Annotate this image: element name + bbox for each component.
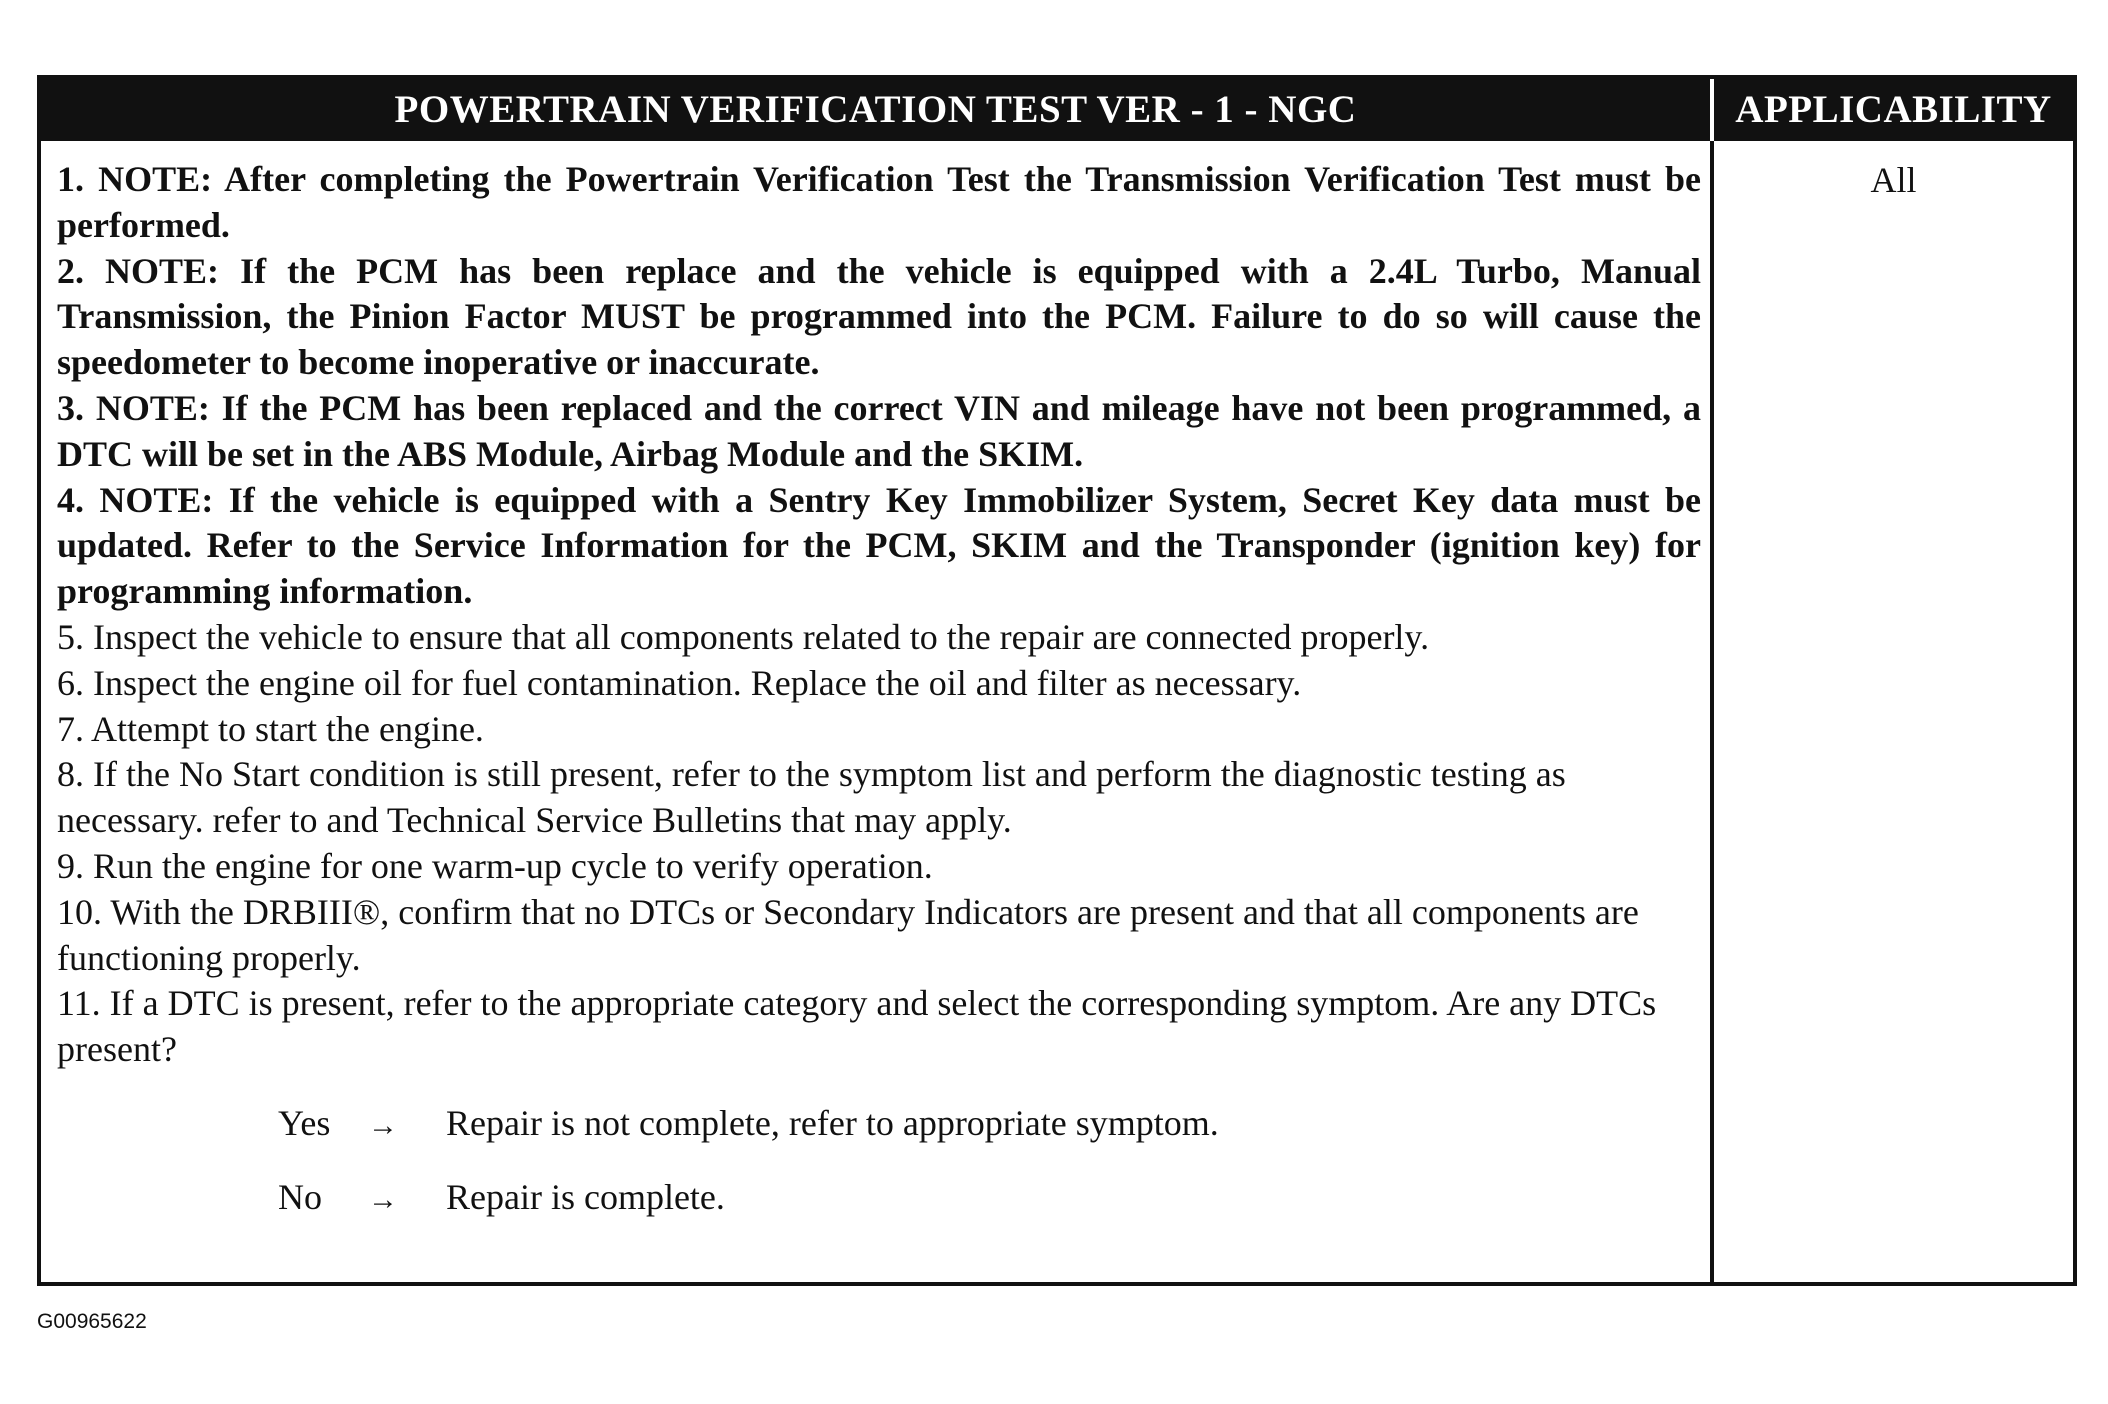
answer-no-key: No	[278, 1176, 322, 1217]
step-9: 9. Run the engine for one warm-up cycle to verify operation.	[57, 845, 933, 886]
step-8: 8. If the No Start condition is still present, refer to the symptom list and perform the diagnostic testing as necessary. refer to and Technical Service Bulletins that may apply.	[57, 754, 1566, 841]
table-title: POWERTRAIN VERIFICATION TEST VER - 1 - NGC	[394, 88, 1357, 131]
figure-id: G00965622	[37, 1310, 147, 1333]
step-10: 10. With the DRBIII®, confirm that no DTCs or Secondary Indicators are present and that all components are functioning properly.	[57, 891, 1639, 978]
right-arrow-icon: →	[368, 1182, 398, 1216]
step-7: 7. Attempt to start the engine.	[57, 708, 484, 749]
step-4-note: 4. NOTE: If the vehicle is equipped with a Sentry Key Immobilizer System, Secret Key data must be updated. Refer to the Service Information for the PCM, SKIM and the Transponder (ignition key) for programming information.	[57, 479, 1701, 612]
step-6: 6. Inspect the engine oil for fuel contamination. Replace the oil and filter as necessary.	[57, 662, 1302, 703]
answer-yes	[278, 1101, 1701, 1175]
answer-yes-text: Repair is not complete, refer to appropriate symptom.	[446, 1102, 1219, 1143]
answer-yes-key: Yes	[278, 1102, 331, 1143]
procedure-cell	[57, 157, 1701, 1249]
step-1-note: 1. NOTE: After completing the Powertrain Verification Test the Transmission Verification Test must be performed.	[57, 159, 1701, 245]
applicability-header: APPLICABILITY	[1735, 88, 2052, 131]
step-11: 11. If a DTC is present, refer to the appropriate category and select the corresponding symptom. Are any DTCs present?	[57, 983, 1657, 1070]
step-5: 5. Inspect the vehicle to ensure that all components related to the repair are connected properly.	[57, 616, 1430, 657]
applicability-value: All	[1870, 160, 1917, 200]
column-divider	[1710, 141, 1714, 1282]
step-3-note: 3. NOTE: If the PCM has been replaced and the correct VIN and mileage have not been programmed, a DTC will be set in the ABS Module, Airbag Module and the SKIM.	[57, 387, 1701, 474]
answer-no-text: Repair is complete.	[446, 1176, 725, 1217]
verification-test-table	[37, 75, 2077, 1286]
step-2-note: 2. NOTE: If the PCM has been replace and the vehicle is equipped with a 2.4L Turbo, Manual Transmission, the Pinion Factor MUST be programmed into the PCM. Failure to do so will cause the speedometer to become inoperative or inaccurate.	[57, 250, 1701, 383]
right-arrow-icon: →	[368, 1108, 398, 1142]
answer-list	[278, 1101, 1701, 1249]
table-header	[41, 79, 2073, 141]
answer-no	[278, 1175, 1701, 1249]
